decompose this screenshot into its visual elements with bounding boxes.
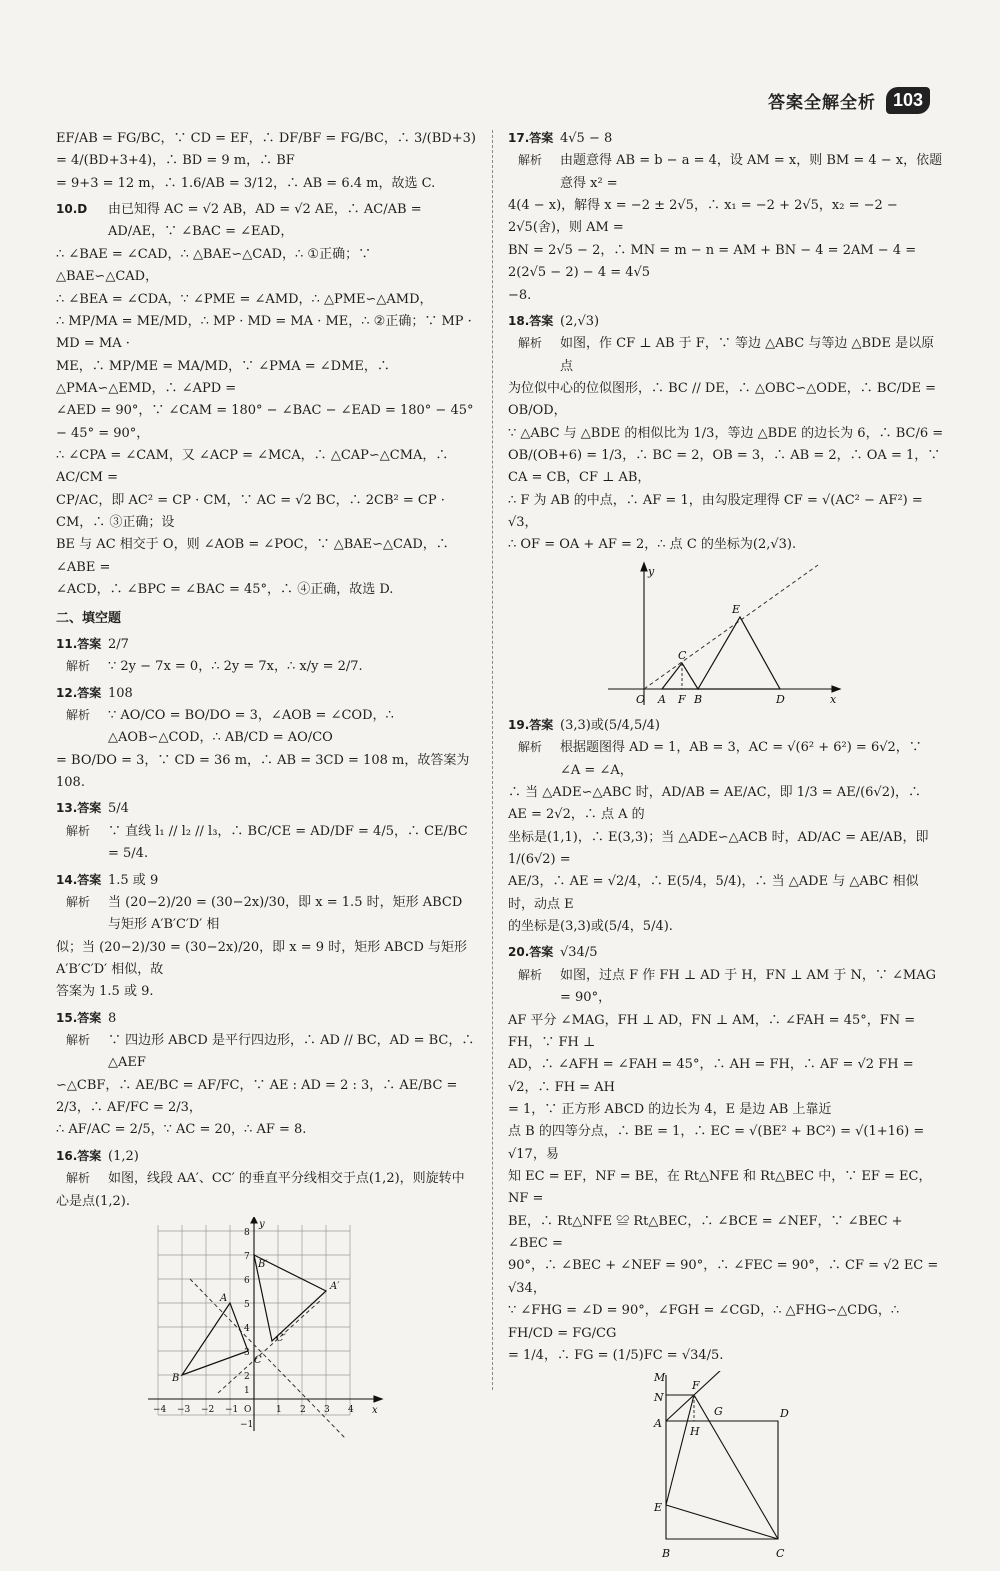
q18-label: 解析 [518, 336, 543, 351]
section-heading: 二、填空题 [56, 610, 122, 626]
q19-line: ∴ 当 △ADE∽△ABC 时，AD/AB = AE/AC，即 1/3 = AE/(6√2)，∴ AE = 2√2，∴ 点 A 的 [508, 784, 926, 823]
point-B2-label: B′ [258, 1258, 268, 1270]
q10-line: ∴ ∠BAE = ∠CAD，∴ △BAE∽△CAD，∴ ①正确；∵ △BAE∽△CAD， [56, 246, 376, 285]
q16-answer: (1,2) [108, 1148, 139, 1164]
q14-block [56, 870, 476, 1004]
q10-line: 由已知得 AC = √2 AB，AD = √2 AE，∴ AC/AB = AD/AE，∵ ∠BAC = ∠EAD， [108, 202, 426, 240]
y-tick: 2 [244, 1371, 250, 1382]
q20-line: 点 B 的四等分点，∴ BE = 1，∴ EC = √(BE² + BC²) = √(1+16) = √17，易 [508, 1124, 929, 1162]
square-figure [626, 1371, 826, 1567]
origin-label: O [244, 1404, 252, 1415]
q17-line: BN = 2√5 − 2，∴ MN = m − n = AM + BN − 4 = 2AM − 4 = 2(2√5 − 2) − 4 = 4√5 [508, 242, 921, 281]
x-tick: −2 [201, 1404, 215, 1415]
q12-answer: 108 [108, 685, 133, 701]
y-tick: 6 [244, 1275, 250, 1286]
q20-answer: √34/5 [560, 945, 598, 961]
q17-line: 4(4 − x)，解得 x = −2 ± 2√5，∴ x₁ = −2 + 2√5，x₂ = −2 − 2√5(舍)，则 AM = [508, 198, 902, 236]
point-A-label: A [654, 1417, 662, 1431]
q20-line: 如图，过点 F 作 FH ⊥ AD 于 H，FN ⊥ AM 于 N，∵ ∠MAG = 90°， [560, 967, 941, 1006]
q18-block [508, 311, 944, 557]
q11-answer: 2/7 [108, 636, 129, 652]
q10-line: CP/AC，即 AC² = CP · CM，∵ AC = √2 BC，∴ 2CB² = CP · CM，∴ ③正确；设 [56, 492, 450, 531]
point-B-label: B [694, 692, 703, 706]
q11-label: 解析 [66, 659, 91, 674]
q12-tag: 12.答案 [56, 685, 102, 700]
point-B-label: B [662, 1547, 671, 1561]
q19-tag: 19.答案 [508, 717, 554, 732]
rotation-grid-figure [146, 1217, 386, 1457]
q19-line: 的坐标是(3,3)或(5/4，5/4). [508, 919, 673, 935]
header-title: 答案全解全析 [767, 92, 876, 113]
q10-line: ∴ ∠CPA = ∠CAM，又 ∠ACP = ∠MCA，∴ △CAP∽△CMA，∴ AC/CM = [56, 448, 453, 486]
y-axis-label: y [259, 1218, 265, 1230]
q16-tag: 16.答案 [56, 1148, 102, 1163]
point-H-label: H [690, 1425, 700, 1439]
point-E-label: E [732, 602, 741, 616]
q14-answer: 1.5 或 9 [108, 872, 159, 888]
x-axis-label: x [372, 1404, 378, 1416]
intro-line: = 9+3 = 12 m，∴ 1.6/AB = 3/12，∴ AB = 6.4 m，故选 C. [56, 175, 436, 191]
q19-line: 根据题图得 AD = 1，AB = 3，AC = √(6² + 6²) = 6√2，∵ ∠A = ∠A， [560, 740, 926, 778]
q13-text: ∵ 直线 l₁ // l₂ // l₃，∴ BC/CE = AD/DF = 4/5，∴ CE/BC = 5/4. [108, 823, 472, 862]
q20-line: 90°，∴ ∠BEC + ∠NEF = 90°，∴ ∠FEC = 90°，∴ CF = √2 EC = √34， [508, 1258, 943, 1296]
y-tick: 8 [244, 1227, 250, 1238]
point-C-label: C [776, 1547, 785, 1561]
x-tick: 2 [300, 1404, 306, 1415]
q20-line: BE，∴ Rt△NFE ≌ Rt△BEC，∴ ∠BCE = ∠NEF，∵ ∠BEC + ∠BEC = [508, 1213, 907, 1252]
x-tick: 1 [276, 1404, 282, 1415]
y-tick: 5 [244, 1299, 250, 1310]
q16-line: 心是点(1,2). [56, 1193, 130, 1209]
y-tick: 4 [244, 1323, 250, 1334]
q13-answer: 5/4 [108, 801, 129, 817]
origin-label: O [636, 692, 646, 706]
q17-tag: 17.答案 [508, 131, 554, 145]
point-C2-label: C′ [276, 1332, 286, 1344]
q11-block [56, 634, 476, 679]
point-D-label: D [780, 1407, 789, 1421]
axes [148, 1217, 382, 1431]
q18-line: OB/(OB+6) = 1/3，∴ BC = 2，OB = 3，∴ AB = 2，∴ OA = 1，∵ CA = CB，CF ⊥ AB， [508, 448, 945, 486]
q10-line: BE 与 AC 相交于 O，则 ∠AOB = ∠POC，∵ △BAE∽△CAD，∴ ∠ABE = [56, 537, 453, 575]
q18-line: 为位似中心的位似图形，∴ BC // DE，∴ △OBC∽△ODE，∴ BC/DE = OB/OD， [508, 380, 941, 419]
q12-block [56, 683, 476, 795]
q13-tag: 13.答案 [56, 801, 102, 816]
q15-tag: 15.答案 [56, 1010, 102, 1025]
y-tick: 1 [244, 1385, 250, 1396]
q19-label: 解析 [518, 740, 543, 755]
q16-block [56, 1146, 476, 1213]
q15-line: ∽△CBF，∴ AE/BC = AF/FC，∵ AE : AD = 2 : 3，∴ AE/BC = 2/3，∴ AF/FC = 2/3， [56, 1077, 462, 1116]
point-B-label: B [172, 1372, 180, 1384]
q20-line: = 1/4，∴ FG = (1/5)FC = √34/5. [508, 1347, 724, 1363]
q19-answer: (3,3)或(5/4,5/4) [560, 717, 660, 733]
q15-block [56, 1008, 479, 1142]
q14-line: 当 (20−2)/20 = (30−2x)/30，即 x = 1.5 时，矩形 ABCD 与矩形 A′B′C′D′ 相 [108, 894, 467, 933]
q17-line: −8. [508, 287, 532, 303]
q11-tag: 11.答案 [56, 636, 102, 651]
q10-tag: 10.D [56, 202, 88, 217]
point-E-label: E [654, 1501, 663, 1515]
q14-line: 答案为 1.5 或 9. [56, 984, 154, 1000]
q19-line: 坐标是(1,1)，∴ E(3,3)；当 △ADE∽△ACB 时，AD/AC = AE/AB，即 1/(6√2) = [508, 829, 933, 867]
y-tick: −1 [240, 1419, 254, 1430]
point-A-label: A [658, 692, 666, 706]
q18-tag: 18.答案 [508, 313, 554, 328]
q19-block [508, 715, 944, 939]
y-tick: 7 [244, 1251, 250, 1262]
q18-line: 如图，作 CF ⊥ AB 于 F，∵ 等边 △ABC 与等边 △BDE 是以原点 [560, 336, 935, 374]
q10-block [56, 199, 476, 601]
x-tick: 3 [324, 1404, 330, 1415]
point-F-label: F [692, 1379, 700, 1393]
q18-line: ∴ F 为 AB 的中点，∴ AF = 1，由勾股定理得 CF = √(AC² − AF²) = √3， [508, 492, 927, 531]
homothety-figure [606, 561, 846, 711]
point-G-label: G [714, 1405, 723, 1419]
q14-label: 解析 [66, 894, 91, 909]
page-header [768, 82, 930, 118]
q10-line: ∠AED = 90°，∵ ∠CAM = 180° − ∠BAC − ∠EAD = 180° − 45° − 45° = 90°， [56, 403, 478, 441]
q13-label: 解析 [66, 823, 91, 838]
q15-line: ∵ 四边形 ABCD 是平行四边形，∴ AD // BC，AD = BC，∴ △AEF [108, 1033, 479, 1071]
intro-line: EF/AB = FG/BC，∵ CD = EF，∴ DF/BF = FG/BC，∴ 3/(BD+3) = 4/(BD+3+4)，∴ BD = 9 m，∴ BF [56, 131, 481, 169]
q18-line: ∴ OF = OA + AF = 2，∴ 点 C 的坐标为(2,√3). [508, 537, 797, 553]
q20-line: = 1，∵ 正方形 ABCD 的边长为 4，E 是边 AB 上靠近 [508, 1101, 832, 1117]
q20-tag: 20.答案 [508, 945, 554, 960]
left-column [56, 128, 481, 1461]
point-A-label: A [220, 1292, 228, 1304]
homothety-ray [644, 565, 818, 689]
q17-answer: 4√5 − 8 [560, 131, 613, 146]
q17-label: 解析 [518, 153, 543, 168]
point-N-label: N [654, 1391, 664, 1405]
point-M-label: M [654, 1371, 666, 1385]
point-D-label: D [776, 692, 785, 706]
q16-label: 解析 [66, 1171, 91, 1186]
q12-line: ∵ AO/CO = BO/DO = 3，∠AOB = ∠COD，∴ △AOB∽△COD，∴ AB/CD = AO/CO [108, 707, 398, 746]
q16-line: 如图，线段 AA′、CC′ 的垂直平分线相交于点(1,2)，则旋转中 [108, 1171, 465, 1187]
q11-text: ∵ 2y − 7x = 0，∴ 2y = 7x，∴ x/y = 2/7. [108, 659, 363, 675]
q15-label: 解析 [66, 1033, 91, 1048]
y-axis-label: y [648, 564, 655, 578]
q10-line: ∴ MP/MA = ME/MD，∴ MP · MD = MA · ME，∴ ②正确；∵ MP · MD = MA · [56, 313, 476, 352]
q15-answer: 8 [108, 1010, 117, 1026]
q20-label: 解析 [518, 967, 543, 982]
x-tick: 4 [348, 1404, 354, 1415]
q12-label: 解析 [66, 707, 91, 722]
q12-line: = BO/DO = 3，∵ CD = 36 m，∴ AB = 3CD = 108 m，故答案为 108. [56, 752, 474, 791]
column-divider [492, 130, 493, 1390]
right-column [508, 128, 944, 1571]
point-F-label: F [678, 692, 686, 706]
x-tick: −4 [153, 1404, 167, 1415]
q20-line: AF 平分 ∠MAG，FH ⊥ AD，FN ⊥ AM，∴ ∠FAH = 45°，FN = FH，∵ FH ⊥ [508, 1012, 920, 1050]
q18-answer: (2,√3) [560, 313, 600, 329]
q20-block [508, 942, 944, 1367]
page-number: 103 [886, 87, 930, 114]
point-A2-label: A′ [330, 1280, 340, 1292]
intro-block [56, 128, 481, 195]
q10-line: ∴ ∠BEA = ∠CDA，∵ ∠PME = ∠AMD，∴ △PME∽△AMD， [56, 291, 433, 307]
q15-line: ∴ AF/AC = 2/5，∵ AC = 20，∴ AF = 8. [56, 1122, 307, 1138]
q20-line: AD，∴ ∠AFH = ∠FAH = 45°，∴ AH = FH，∴ AF = √2 FH = √2，∴ FH = AH [508, 1057, 918, 1095]
x-tick: −3 [177, 1404, 191, 1415]
point-C-label: C [254, 1354, 262, 1366]
q17-block [508, 128, 944, 307]
q10-line: ∠ACD，∴ ∠BPC = ∠BAC = 45°，∴ ④正确，故选 D. [56, 582, 394, 598]
q13-block [56, 798, 476, 865]
q14-tag: 14.答案 [56, 872, 102, 887]
q20-line: ∵ ∠FHG = ∠D = 90°，∠FGH = ∠CGD，∴ △FHG∽△CDG，∴ FH/CD = FG/CG [508, 1303, 904, 1341]
q14-line: 似；当 (20−2)/30 = (30−2x)/20，即 x = 9 时，矩形 ABCD 与矩形 A′B′C′D′ 相似，故 [56, 939, 472, 977]
q18-line: ∵ △ABC 与 △BDE 的相似比为 1/3，等边 △BDE 的边长为 6，∴ BC/6 = [508, 425, 944, 441]
x-axis-label: x [830, 692, 837, 706]
q10-line: ME，∴ MP/ME = MA/MD，∵ ∠PMA = ∠DME，∴ △PMA∽△EMD，∴ ∠APD = [56, 358, 395, 396]
point-C-label: C [678, 648, 687, 662]
q19-line: AE/3，∴ AE = √2/4，∴ E(5/4，5/4)，∴ 当 △ADE 与 △ABC 相似时，动点 E [508, 874, 919, 912]
q17-line: 由题意得 AB = b − a = 4，设 AM = x，则 BM = 4 − x，依题意得 x² = [560, 153, 943, 191]
x-tick: −1 [225, 1404, 239, 1415]
q20-line: 知 EC = EF，NF = BE，在 Rt△NFE 和 Rt△BEC 中，∵ EF = EC，NF = [508, 1169, 932, 1207]
y-tick: 3 [244, 1347, 250, 1358]
